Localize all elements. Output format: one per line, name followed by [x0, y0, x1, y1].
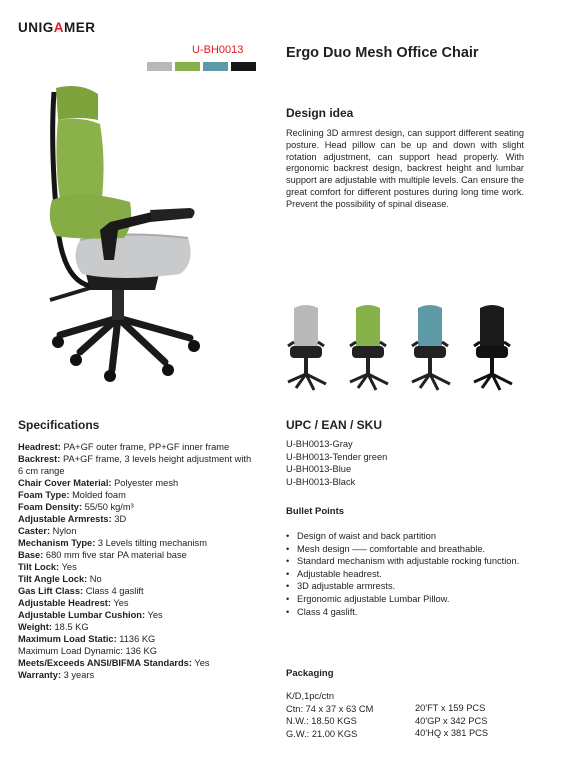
container-line: 20'FT x 159 PCS: [415, 703, 486, 713]
spec-row: Warranty: 3 years: [18, 670, 95, 680]
bullet-item: • 3D adjustable armrests.: [286, 580, 526, 593]
bullet-item: • Class 4 gaslift.: [286, 606, 526, 619]
packaging-line: G.W.: 21.00 KGS: [286, 728, 358, 739]
bullet-points-heading: Bullet Points: [286, 506, 345, 517]
spec-row: Adjustable Armrests: 3D: [18, 514, 127, 524]
bullet-item: • Adjustable headrest.: [286, 568, 526, 581]
bullet-points-list: [286, 530, 526, 618]
spec-row: Maximum Load Static: 1136 KG: [18, 634, 156, 644]
sku-list: [286, 438, 387, 488]
spec-row: Mechanism Type: 3 Levels tilting mechanism: [18, 538, 207, 548]
specifications-heading: Specifications: [18, 418, 100, 432]
chair-variants-image: [284, 302, 524, 394]
main-chair-image: [40, 80, 210, 385]
bullet-item: • Ergonomic adjustable Lumbar Pillow.: [286, 593, 526, 606]
specifications-list: [18, 441, 258, 681]
spec-row: Chair Cover Material: Polyester mesh: [18, 478, 179, 488]
container-line: 40'HQ x 381 PCS: [415, 728, 489, 739]
swatch-gray: [147, 62, 172, 71]
sku-item: U-BH0013-Blue: [286, 464, 352, 475]
bullet-item: • Standard mechanism with adjustable rocking function.: [286, 555, 526, 568]
sku-item: U-BH0013-Gray: [286, 439, 353, 449]
design-description: Reclining 3D armrest design, can support different seating posture. Head pillow can be up and down with slight rotation adjustment, can support head properly. With ergonomic backrest design, backrest height and lumbar support are adjustable with multiple levels. Can ensure the great comfort for different postures during long time work. Prevent the possibility of spinal disease.: [286, 128, 524, 209]
bullet-item: • Design of waist and back partition: [286, 530, 526, 543]
swatch-green: [175, 62, 200, 71]
packaging-details: [286, 690, 373, 740]
packaging-heading: Packaging: [286, 668, 334, 679]
brand-logo: UNIGAMER: [18, 20, 96, 35]
container-line: 40'GP x 342 PCS: [415, 715, 488, 726]
spec-row: Base: 680 mm five star PA material base: [18, 550, 187, 560]
upc-heading: UPC / EAN / SKU: [286, 418, 383, 432]
swatch-blue: [203, 62, 228, 71]
spec-row: Weight: 18.5 KG: [18, 622, 89, 632]
spec-row: Maximum Load Dynamic: 136 KG: [18, 646, 157, 656]
sku-item: U-BH0013-Tender green: [286, 451, 388, 462]
spec-row: Backrest: PA+GF frame, 3 levels height adjustment with 6 cm range: [18, 454, 252, 476]
spec-row: Meets/Exceeds ANSI/BIFMA Standards: Yes: [18, 658, 210, 668]
spec-row: Adjustable Headrest: Yes: [18, 598, 129, 608]
chair-variant-green: [350, 305, 388, 390]
sku-item: U-BH0013-Black: [286, 476, 356, 487]
spec-row: Tilt Lock: Yes: [18, 562, 77, 572]
swatch-black: [231, 62, 256, 71]
spec-row: Tilt Angle Lock: No: [18, 574, 102, 584]
chair-variant-blue: [412, 305, 450, 390]
spec-row: Foam Density: 55/50 kg/m³: [18, 502, 134, 512]
packaging-line: K/D,1pc/ctn: [286, 691, 335, 701]
chair-variant-black: [474, 305, 512, 390]
chair-variant-gray: [288, 305, 326, 390]
model-code: U-BH0013: [192, 44, 244, 56]
spec-row: Gas Lift Class: Class 4 gaslift: [18, 586, 144, 596]
spec-row: Adjustable Lumbar Cushion: Yes: [18, 610, 163, 620]
container-loading: [415, 702, 488, 740]
color-swatches: [147, 62, 256, 71]
bullet-item: • Mesh design —– comfortable and breathable.: [286, 543, 526, 556]
product-title: Ergo Duo Mesh Office Chair: [286, 45, 479, 61]
packaging-line: Ctn: 74 x 37 x 63 CM: [286, 703, 374, 714]
packaging-line: N.W.: 18.50 KGS: [286, 716, 357, 727]
spec-row: Headrest: PA+GF outer frame, PP+GF inner frame: [18, 442, 230, 452]
spec-row: Foam Type: Molded foam: [18, 490, 126, 500]
spec-row: Caster: Nylon: [18, 526, 77, 536]
design-heading: Design idea: [286, 106, 354, 120]
